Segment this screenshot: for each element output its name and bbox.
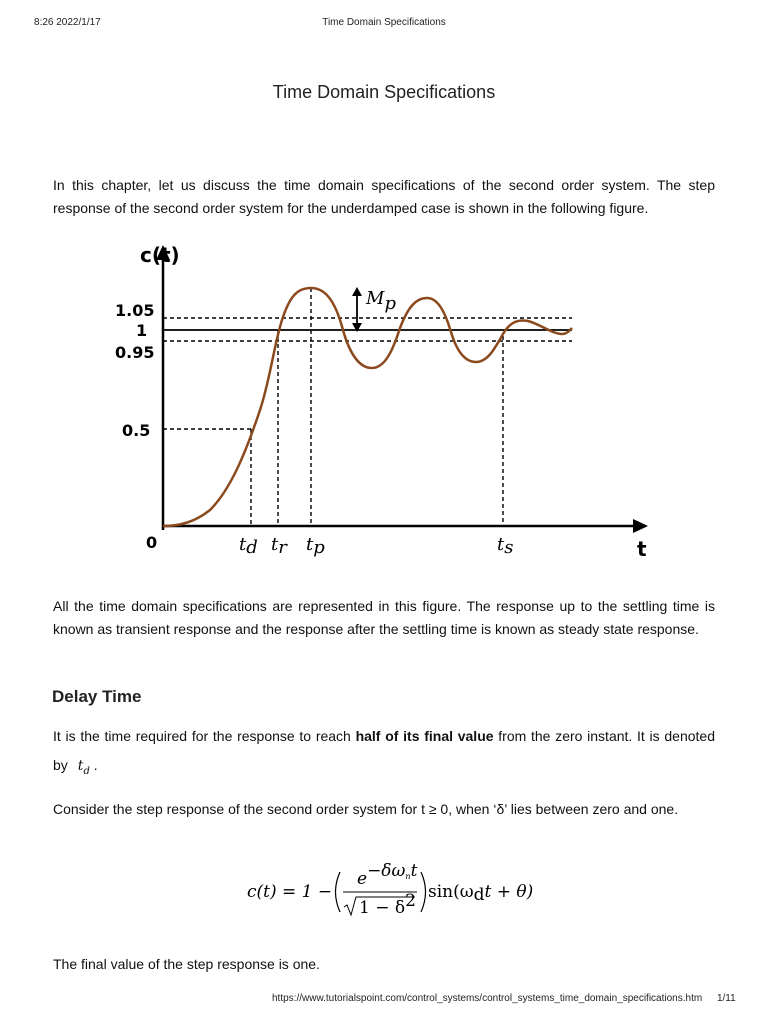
delay-time-symbol: $t_d$ <box>77 758 90 777</box>
delay-symbol-end: . <box>93 757 98 773</box>
condition-paragraph: Consider the step response of the second order system for t ≥ 0, when ‘δ’ lies between zero and one. <box>53 801 679 817</box>
left-paren <box>336 872 341 912</box>
final-value-paragraph: The final value of the step response is one. <box>53 956 320 972</box>
right-paren <box>421 872 426 912</box>
equation-lhs: c(t) = 1 − <box>247 882 333 902</box>
y-axis-label: c(t) <box>140 243 180 267</box>
footer-url: https://www.tutorialspoint.com/control_systems/control_systems_time_domain_specifications.htm <box>272 993 703 1004</box>
page-title: Time Domain Specifications <box>272 82 496 102</box>
rise-time-label: tr <box>271 534 287 558</box>
settling-time-label: ts <box>497 534 514 558</box>
page-footer <box>272 993 736 1004</box>
overshoot-arrow-up-head <box>352 287 362 296</box>
x-axis-arrow <box>633 519 648 533</box>
delay-time-label: td <box>239 534 258 558</box>
footer-page-number: 1/11 <box>716 993 736 1004</box>
header-title: Time Domain Specifications <box>322 17 446 28</box>
header-datetime: 8:26 2022/1/17 <box>32 17 101 28</box>
delay-text-bold: half of its final value <box>355 728 494 744</box>
x-axis-label: t <box>637 537 647 561</box>
equation-denominator: 1 − δ2 <box>359 891 416 918</box>
step-response-equation <box>245 860 535 927</box>
intro-paragraph: In this chapter, let us discuss the time domain specifications of the second order system. The step response of the second order system for the underdamped case is shown in the following figure. <box>53 177 715 216</box>
summary-paragraph: All the time domain specifications are represented in this figure. The response up to the settling time is known as transient response and the response after the settling time is known as steady state response. <box>53 598 715 637</box>
response-curve <box>163 288 572 526</box>
overshoot-label: Mp <box>366 288 396 314</box>
y-tick-0-95: 0.95 <box>115 343 155 362</box>
equation-numerator: e−δωnt <box>357 861 418 889</box>
delay-text-after: from the zero instant. It is denoted by <box>53 728 715 773</box>
y-tick-0-5: 0.5 <box>122 421 151 440</box>
equation-graphic <box>245 860 535 922</box>
step-response-diagram <box>100 240 660 570</box>
y-tick-1: 1 <box>136 321 148 340</box>
equation-rhs: sin(ωdt + θ) <box>428 882 534 905</box>
y-tick-1-05: 1.05 <box>115 301 155 320</box>
delay-time-definition <box>53 722 715 786</box>
delay-time-heading: Delay Time <box>52 687 142 706</box>
delay-text-before: It is the time required for the response to reach <box>53 728 356 744</box>
y-tick-0: 0 <box>146 533 158 552</box>
peak-time-label: tp <box>306 534 325 558</box>
step-response-figure <box>100 240 660 575</box>
